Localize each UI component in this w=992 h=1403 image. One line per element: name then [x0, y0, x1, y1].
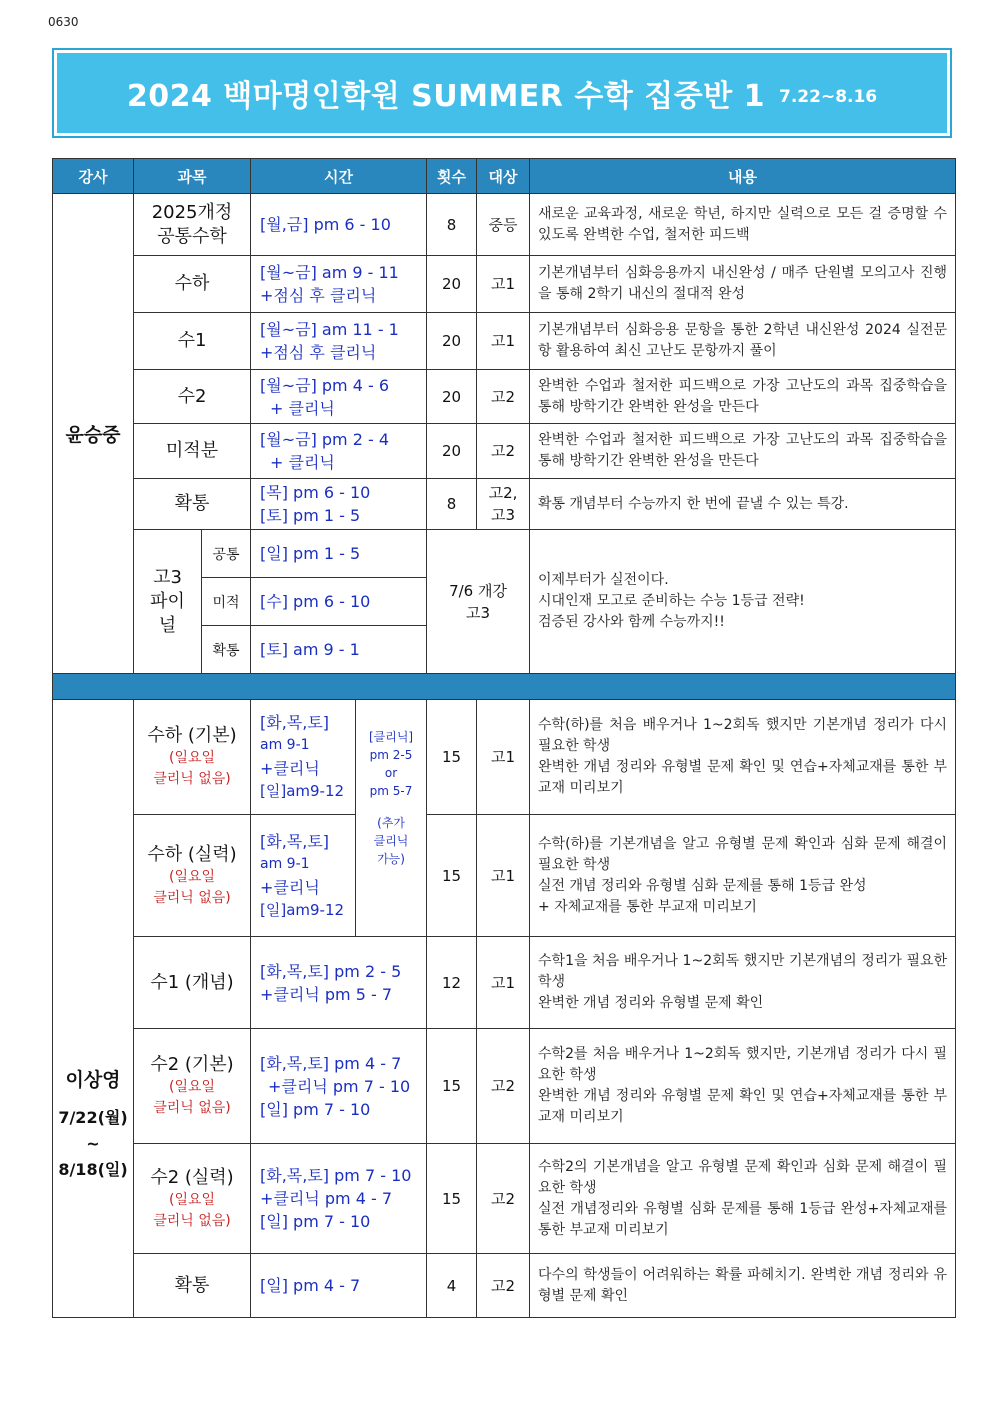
time-cell: [수] pm 6 - 10: [251, 578, 427, 626]
time-cell: [월,금] pm 6 - 10: [251, 194, 427, 256]
table-row: [53, 530, 956, 578]
target-cell: 고1: [477, 313, 530, 370]
final-sub-subject: 확통: [202, 626, 251, 674]
target-cell: 고1: [477, 700, 530, 815]
table-row: [53, 313, 956, 370]
time-cell: [목] pm 6 - 10 [토] pm 1 - 5: [251, 479, 427, 530]
banner-dates: 7.22~8.16: [779, 87, 878, 107]
subject-cell: 수2: [134, 370, 251, 424]
count-cell: 20: [427, 313, 477, 370]
time-cell: [화,목,토] pm 7 - 10 +클리닉 pm 4 - 7 [일] pm 7 - 10: [251, 1144, 427, 1254]
table-row: [53, 424, 956, 479]
teacher-name: 윤승중: [53, 194, 134, 674]
target-cell: 고2: [477, 1144, 530, 1254]
content-cell: 수학(하)를 처음 배우거나 1~2회독 했지만 기본개념 정리가 다시 필요한 학생 완벽한 개념 정리와 유형별 문제 확인 및 연습+자체교재를 통한 부교재 미리보기: [530, 700, 956, 815]
count-cell: 4: [427, 1254, 477, 1318]
table-row: [53, 1254, 956, 1318]
content-cell: 수학2를 처음 배우거나 1~2회독 했지만, 기본개념 정리가 다시 필요한 학생 완벽한 개념 정리와 유형별 문제 확인 및 연습+자체교재를 통한 부교재 미리보기: [530, 1029, 956, 1144]
target-cell: 고2: [477, 1254, 530, 1318]
content-cell: 수학2의 기본개념을 알고 유형별 문제 확인과 심화 문제 해결이 필요한 학생 실전 개념정리와 유형별 심화 문제를 통해 1등급 완성+자체교재를 통한 부교재 미리보기: [530, 1144, 956, 1254]
subject-cell: 수하 (실력) (일요일 클리닉 없음): [134, 815, 251, 937]
header-row: [53, 159, 956, 194]
subject-cell: 수1: [134, 313, 251, 370]
count-cell: 20: [427, 424, 477, 479]
time-cell: [일] pm 1 - 5: [251, 530, 427, 578]
subject-cell: 미적분: [134, 424, 251, 479]
teacher-date-tilde: ~: [86, 1134, 100, 1153]
target-cell: 고1: [477, 937, 530, 1029]
final-sub-subject: 공통: [202, 530, 251, 578]
header-subject: 과목: [134, 159, 251, 194]
time-cell: [화,목,토] am 9-1 +클리닉 [일]am9-12: [251, 700, 356, 815]
final-info: 7/6 개강 고3: [427, 530, 530, 674]
time-cell: [토] am 9 - 1: [251, 626, 427, 674]
content-cell: 기본개념부터 심화응용 문항을 통한 2학년 내신완성 2024 실전문항 활용하여 최신 고난도 문항까지 풀이: [530, 313, 956, 370]
document-code: 0630: [48, 15, 79, 29]
subject-cell: 수하 (기본) (일요일 클리닉 없음): [134, 700, 251, 815]
count-cell: 15: [427, 1029, 477, 1144]
header-count: 횟수: [427, 159, 477, 194]
count-cell: 15: [427, 815, 477, 937]
teacher-date-from: 7/22(월): [58, 1108, 128, 1127]
count-cell: 20: [427, 256, 477, 313]
subject-cell: 확통: [134, 1254, 251, 1318]
time-cell: [화,목,토] am 9-1 +클리닉 [일]am9-12: [251, 815, 356, 937]
time-cell: [일] pm 4 - 7: [251, 1254, 427, 1318]
final-desc: 이제부터가 실전이다. 시대인재 모고로 준비하는 수능 1등급 전략! 검증된 강사와 함께 수능까지!!: [530, 530, 956, 674]
table-row: [53, 194, 956, 256]
subject-cell: 확통: [134, 479, 251, 530]
time-cell: [화,목,토] pm 4 - 7 +클리닉 pm 7 - 10 [일] pm 7 - 10: [251, 1029, 427, 1144]
count-cell: 20: [427, 370, 477, 424]
title-banner: [52, 48, 952, 138]
subject-cell: 수하: [134, 256, 251, 313]
table-row: [53, 937, 956, 1029]
table-row: [53, 1144, 956, 1254]
target-cell: 고2, 고3: [477, 479, 530, 530]
content-cell: 완벽한 수업과 철저한 피드백으로 가장 고난도의 과목 집중학습을 통해 방학기간 완벽한 완성을 만든다: [530, 370, 956, 424]
content-cell: 완벽한 수업과 철저한 피드백으로 가장 고난도의 과목 집중학습을 통해 방학기간 완벽한 완성을 만든다: [530, 424, 956, 479]
count-cell: 15: [427, 700, 477, 815]
target-cell: 고2: [477, 424, 530, 479]
teacher2-cell: [53, 700, 134, 1318]
table-row: [53, 815, 956, 937]
subject-cell: 수1 (개념): [134, 937, 251, 1029]
time-cell: [화,목,토] pm 2 - 5 +클리닉 pm 5 - 7: [251, 937, 427, 1029]
table-row: [53, 479, 956, 530]
content-cell: 새로운 교육과정, 새로운 학년, 하지만 실력으로 모든 걸 증명할 수 있도록 완벽한 수업, 철저한 피드백: [530, 194, 956, 256]
table-row: [53, 1029, 956, 1144]
content-cell: 수학1을 처음 배우거나 1~2회독 했지만 기본개념의 정리가 필요한 학생 완벽한 개념 정리와 유형별 문제 확인: [530, 937, 956, 1029]
content-cell: 확통 개념부터 수능까지 한 번에 끝낼 수 있는 특강.: [530, 479, 956, 530]
final-label: 고3 파이 널: [134, 530, 202, 674]
header-teacher: 강사: [53, 159, 134, 194]
header-target: 대상: [477, 159, 530, 194]
time-cell: [월~금] am 9 - 11 +점심 후 클리닉: [251, 256, 427, 313]
schedule-table: [52, 158, 956, 1318]
table-row: [53, 256, 956, 313]
target-cell: 고2: [477, 370, 530, 424]
banner-title: 2024 백마명인학원 SUMMER 수학 집중반 1: [126, 79, 765, 114]
clinic-note: [클리닉] pm 2-5 or pm 5-7 (추가 클리닉 가능): [356, 700, 427, 937]
content-cell: 수학(하)를 기본개념을 알고 유형별 문제 확인과 심화 문제 해결이 필요한 학생 실전 개념 정리와 유형별 심화 문제를 통해 1등급 완성 + 자체교재를 통한 부교재 미리보기: [530, 815, 956, 937]
target-cell: 고1: [477, 815, 530, 937]
content-cell: 다수의 학생들이 어려워하는 확률 파헤치기. 완벽한 개념 정리와 유형별 문제 확인: [530, 1254, 956, 1318]
header-content: 내용: [530, 159, 956, 194]
header-time: 시간: [251, 159, 427, 194]
final-sub-subject: 미적: [202, 578, 251, 626]
time-cell: [월~금] pm 4 - 6 + 클리닉: [251, 370, 427, 424]
table-row: [53, 370, 956, 424]
time-cell: [월~금] am 11 - 1 +점심 후 클리닉: [251, 313, 427, 370]
teacher-date-to: 8/18(일): [58, 1160, 128, 1179]
target-cell: 고2: [477, 1029, 530, 1144]
target-cell: 고1: [477, 256, 530, 313]
count-cell: 8: [427, 479, 477, 530]
subject-cell: 2025개정 공통수학: [134, 194, 251, 256]
count-cell: 15: [427, 1144, 477, 1254]
count-cell: 12: [427, 937, 477, 1029]
time-cell: [월~금] pm 2 - 4 + 클리닉: [251, 424, 427, 479]
teacher-name: 이상영: [65, 1069, 121, 1091]
separator-row: [53, 674, 956, 700]
content-cell: 기본개념부터 심화응용까지 내신완성 / 매주 단원별 모의고사 진행을 통해 2학기 내신의 절대적 완성: [530, 256, 956, 313]
subject-cell: 수2 (실력) (일요일 클리닉 없음): [134, 1144, 251, 1254]
table-row: [53, 700, 956, 815]
target-cell: 중등: [477, 194, 530, 256]
subject-cell: 수2 (기본) (일요일 클리닉 없음): [134, 1029, 251, 1144]
count-cell: 8: [427, 194, 477, 256]
